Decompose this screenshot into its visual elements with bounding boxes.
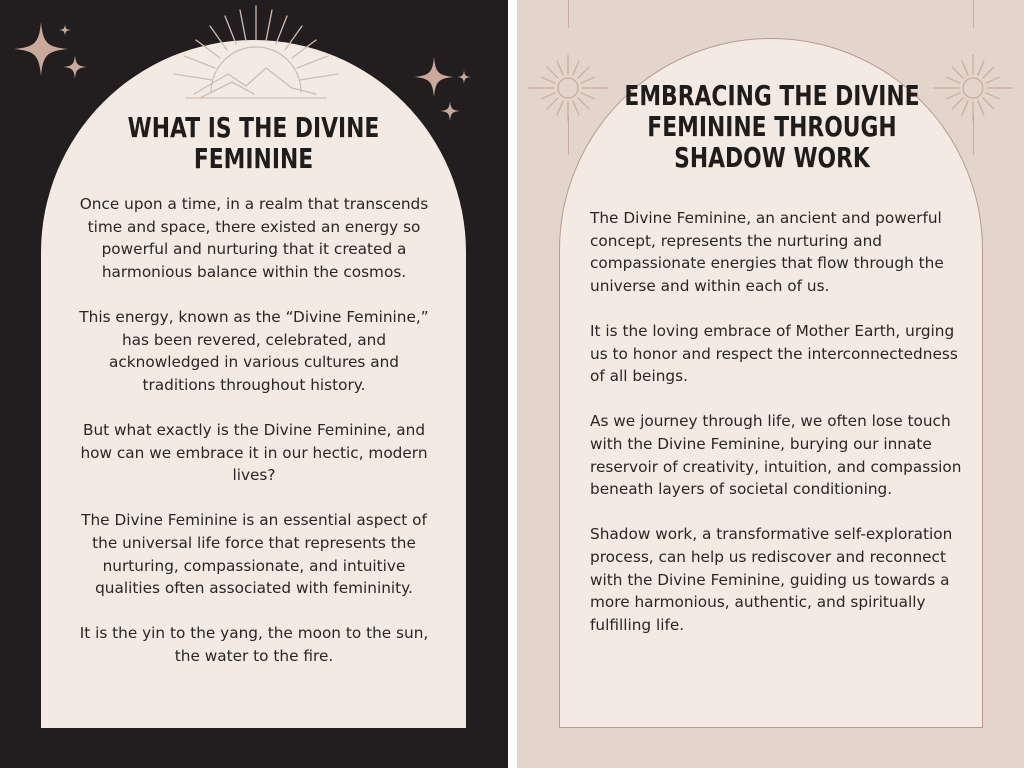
sunrise-mountain-icon bbox=[166, 2, 346, 100]
paragraph: But what exactly is the Divine Feminine, and how can we embrace it in our hectic, modern lives? bbox=[80, 420, 428, 485]
paragraph: The Divine Feminine is an essential aspect of the universal life force that represents the nurturing, compassionate, and intuitive qualities often associated with femininity. bbox=[81, 511, 427, 598]
paragraph: As we journey through life, we often lose touch with the Divine Feminine, burying our innate reservoir of creativity, intuition, and compassion beneath layers of societal conditioning. bbox=[590, 412, 962, 499]
right-panel bbox=[517, 0, 1024, 768]
right-body-text bbox=[590, 207, 962, 659]
paragraph: This energy, known as the “Divine Feminine,” has been revered, celebrated, and acknowledged in various cultures and traditions throughout history. bbox=[79, 307, 429, 394]
sparkle-star-icon bbox=[440, 101, 460, 121]
sparkle-star-icon bbox=[457, 70, 471, 84]
page-title: EMBRACING THE DIVINE FEMININE THROUGH SHADOW WORK bbox=[624, 79, 920, 174]
left-arch-card bbox=[41, 40, 466, 728]
accent-line bbox=[568, 0, 569, 28]
sun-icon bbox=[525, 45, 611, 131]
paragraph: It is the loving embrace of Mother Earth, urging us to honor and respect the interconnectedness of all beings. bbox=[590, 321, 958, 386]
sparkle-star-icon bbox=[63, 55, 87, 79]
left-body-text bbox=[71, 193, 437, 690]
paragraph: Once upon a time, in a realm that transcends time and space, there existed an energy so powerful and nurturing that it created a harmonious balance within the cosmos. bbox=[79, 195, 429, 281]
accent-line bbox=[973, 0, 974, 28]
page-title: WHAT IS THE DIVINE FEMININE bbox=[127, 111, 380, 175]
paragraph: Shadow work, a transformative self-exploration process, can help us rediscover and reconnect with the Divine Feminine, guiding us towards a more harmonious, authentic, and spiritually fulfilling life. bbox=[590, 525, 953, 634]
paragraph: The Divine Feminine, an ancient and powerful concept, represents the nurturing and compassionate energies that flow through the universe and within each of us. bbox=[590, 209, 944, 295]
left-panel bbox=[0, 0, 508, 768]
sparkle-star-icon bbox=[59, 24, 71, 36]
paragraph: It is the yin to the yang, the moon to the sun, the water to the fire. bbox=[79, 624, 429, 665]
sun-icon bbox=[930, 45, 1016, 131]
sparkle-star-icon bbox=[414, 57, 454, 97]
right-arch-card bbox=[559, 38, 983, 728]
